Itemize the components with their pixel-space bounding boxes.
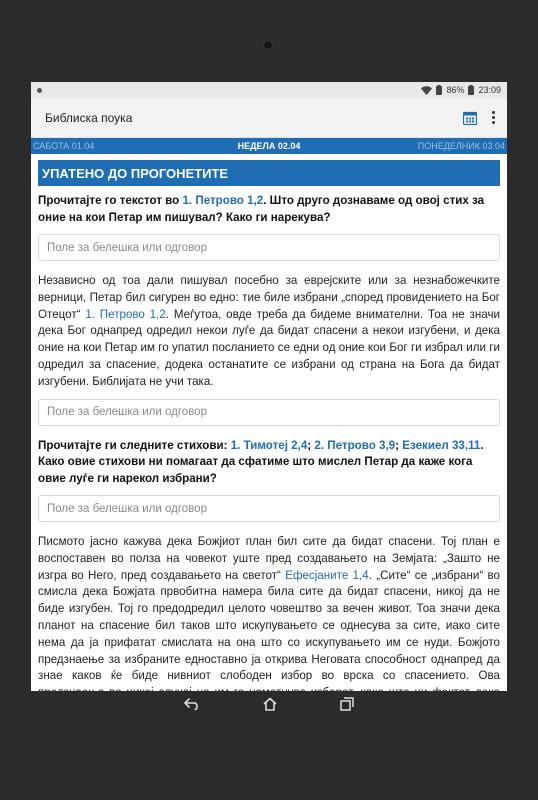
bible-ref-link[interactable]: Ефесјаните 1,4 bbox=[285, 568, 369, 582]
battery-percent: 86% bbox=[446, 85, 465, 95]
prev-day-tab[interactable]: САБОТА 01.04 bbox=[33, 141, 95, 151]
day-navigation-bar bbox=[31, 138, 507, 154]
back-icon[interactable] bbox=[184, 698, 200, 710]
recent-apps-icon[interactable] bbox=[340, 697, 354, 711]
system-nav-bar bbox=[31, 691, 507, 717]
current-day-tab[interactable]: НЕДЕЛА 02.04 bbox=[237, 141, 301, 151]
battery-icon bbox=[436, 85, 442, 95]
answer-input-3[interactable] bbox=[47, 503, 499, 515]
next-day-tab[interactable]: ПОНЕДЕЛНИК 03.04 bbox=[417, 141, 505, 151]
answer-input-1[interactable] bbox=[47, 242, 499, 254]
paragraph-1: Независно од тоа дали пишувал посебно за евреjските или за незнабожечките верници, Петар бил сигурен во едно: тие биле избрани „според провидението на Бог Отецот“ 1. Петрово 1,2. Меѓутоа, овде треба да бидеме внимателни. Тоа не значи дека Бог однапред одредил некои луѓе да бидат спасени а некои изгубени, и дека оние на кои Петар им го упатил посланието се едни од оние кои Бог ги избрал или ги одредил за спасение, додека останатите се избрани од страна на Бога да бидат изгубени. Библијата не учи така. bbox=[38, 274, 500, 388]
bible-ref-link[interactable]: 1. Петрово 1,2 bbox=[182, 194, 264, 207]
charging-battery-icon bbox=[468, 85, 474, 95]
home-icon[interactable] bbox=[262, 697, 278, 711]
calendar-icon[interactable] bbox=[463, 111, 477, 125]
notification-dot-icon bbox=[37, 88, 42, 93]
answer-input-2[interactable] bbox=[47, 406, 499, 418]
wifi-icon bbox=[421, 86, 432, 95]
answer-field-3[interactable] bbox=[38, 495, 500, 522]
question-2: Прочитајте ги следните стихови: 1. Тимотеј 2,4; 2. Петрово 3,9; Езекиел 33,11. Како овие стихови ни помагаат да сфатиме што мислел Петар да каже кога овие луѓе ги нарекол избрани? bbox=[38, 438, 484, 485]
answer-field-1[interactable] bbox=[38, 234, 500, 261]
paragraph-2: Писмото јасно кажува дека Божјиот план бил сите да бидат спасени. Тој план е воспоставен во полза на човекот уште пред создавањето на Земјата: „Зашто не изгра во Него, пред создавањето на светот“ Ефесјаните 1,4. „Сите“ се „избрани“ во смисла дека Божјата првобитна намера била сите да бидат спасени, никој да не биде изгубен. Тој го предодредил целото човештво за вечен живот. Тоа значи дека планот на спасение бил таков што искупувањето се однесува за сите, иако сите нема да ја прифатат смислата на она што со искупувањето им се нуди. Божјото предзнаење за избраните едноставно ја открива Неговата способност однапред да знае каков ќе биде нивниот слободен избор во врска со спасението. Ова bbox=[38, 535, 500, 683]
bible-ref-link[interactable]: 2. Петрово 3,9 bbox=[314, 438, 396, 452]
answer-field-2[interactable] bbox=[38, 399, 500, 426]
section-title: УПАТЕНО ДО ПРОГОНЕТИТЕ bbox=[38, 160, 500, 186]
status-bar bbox=[31, 82, 507, 98]
app-title: Библиска поука bbox=[45, 110, 133, 125]
bible-ref-link[interactable]: Езекиел 33,11 bbox=[402, 438, 481, 452]
question-1: Прочитајте го текстот во 1. Петрово 1,2. Што друго дознаваме од овој стих за оние на кои Петар им пишувал? Како ги нарекува? bbox=[38, 194, 485, 224]
front-camera bbox=[263, 40, 273, 50]
bible-ref-link[interactable]: 1. Тимотеј 2,4 bbox=[230, 438, 308, 452]
app-bar bbox=[31, 98, 507, 138]
lesson-content bbox=[31, 154, 507, 717]
clock: 23:09 bbox=[478, 85, 501, 95]
app-screen bbox=[31, 82, 507, 717]
bible-ref-link[interactable]: 1. Петрово 1,2 bbox=[85, 307, 166, 321]
more-vert-icon[interactable] bbox=[491, 111, 495, 124]
